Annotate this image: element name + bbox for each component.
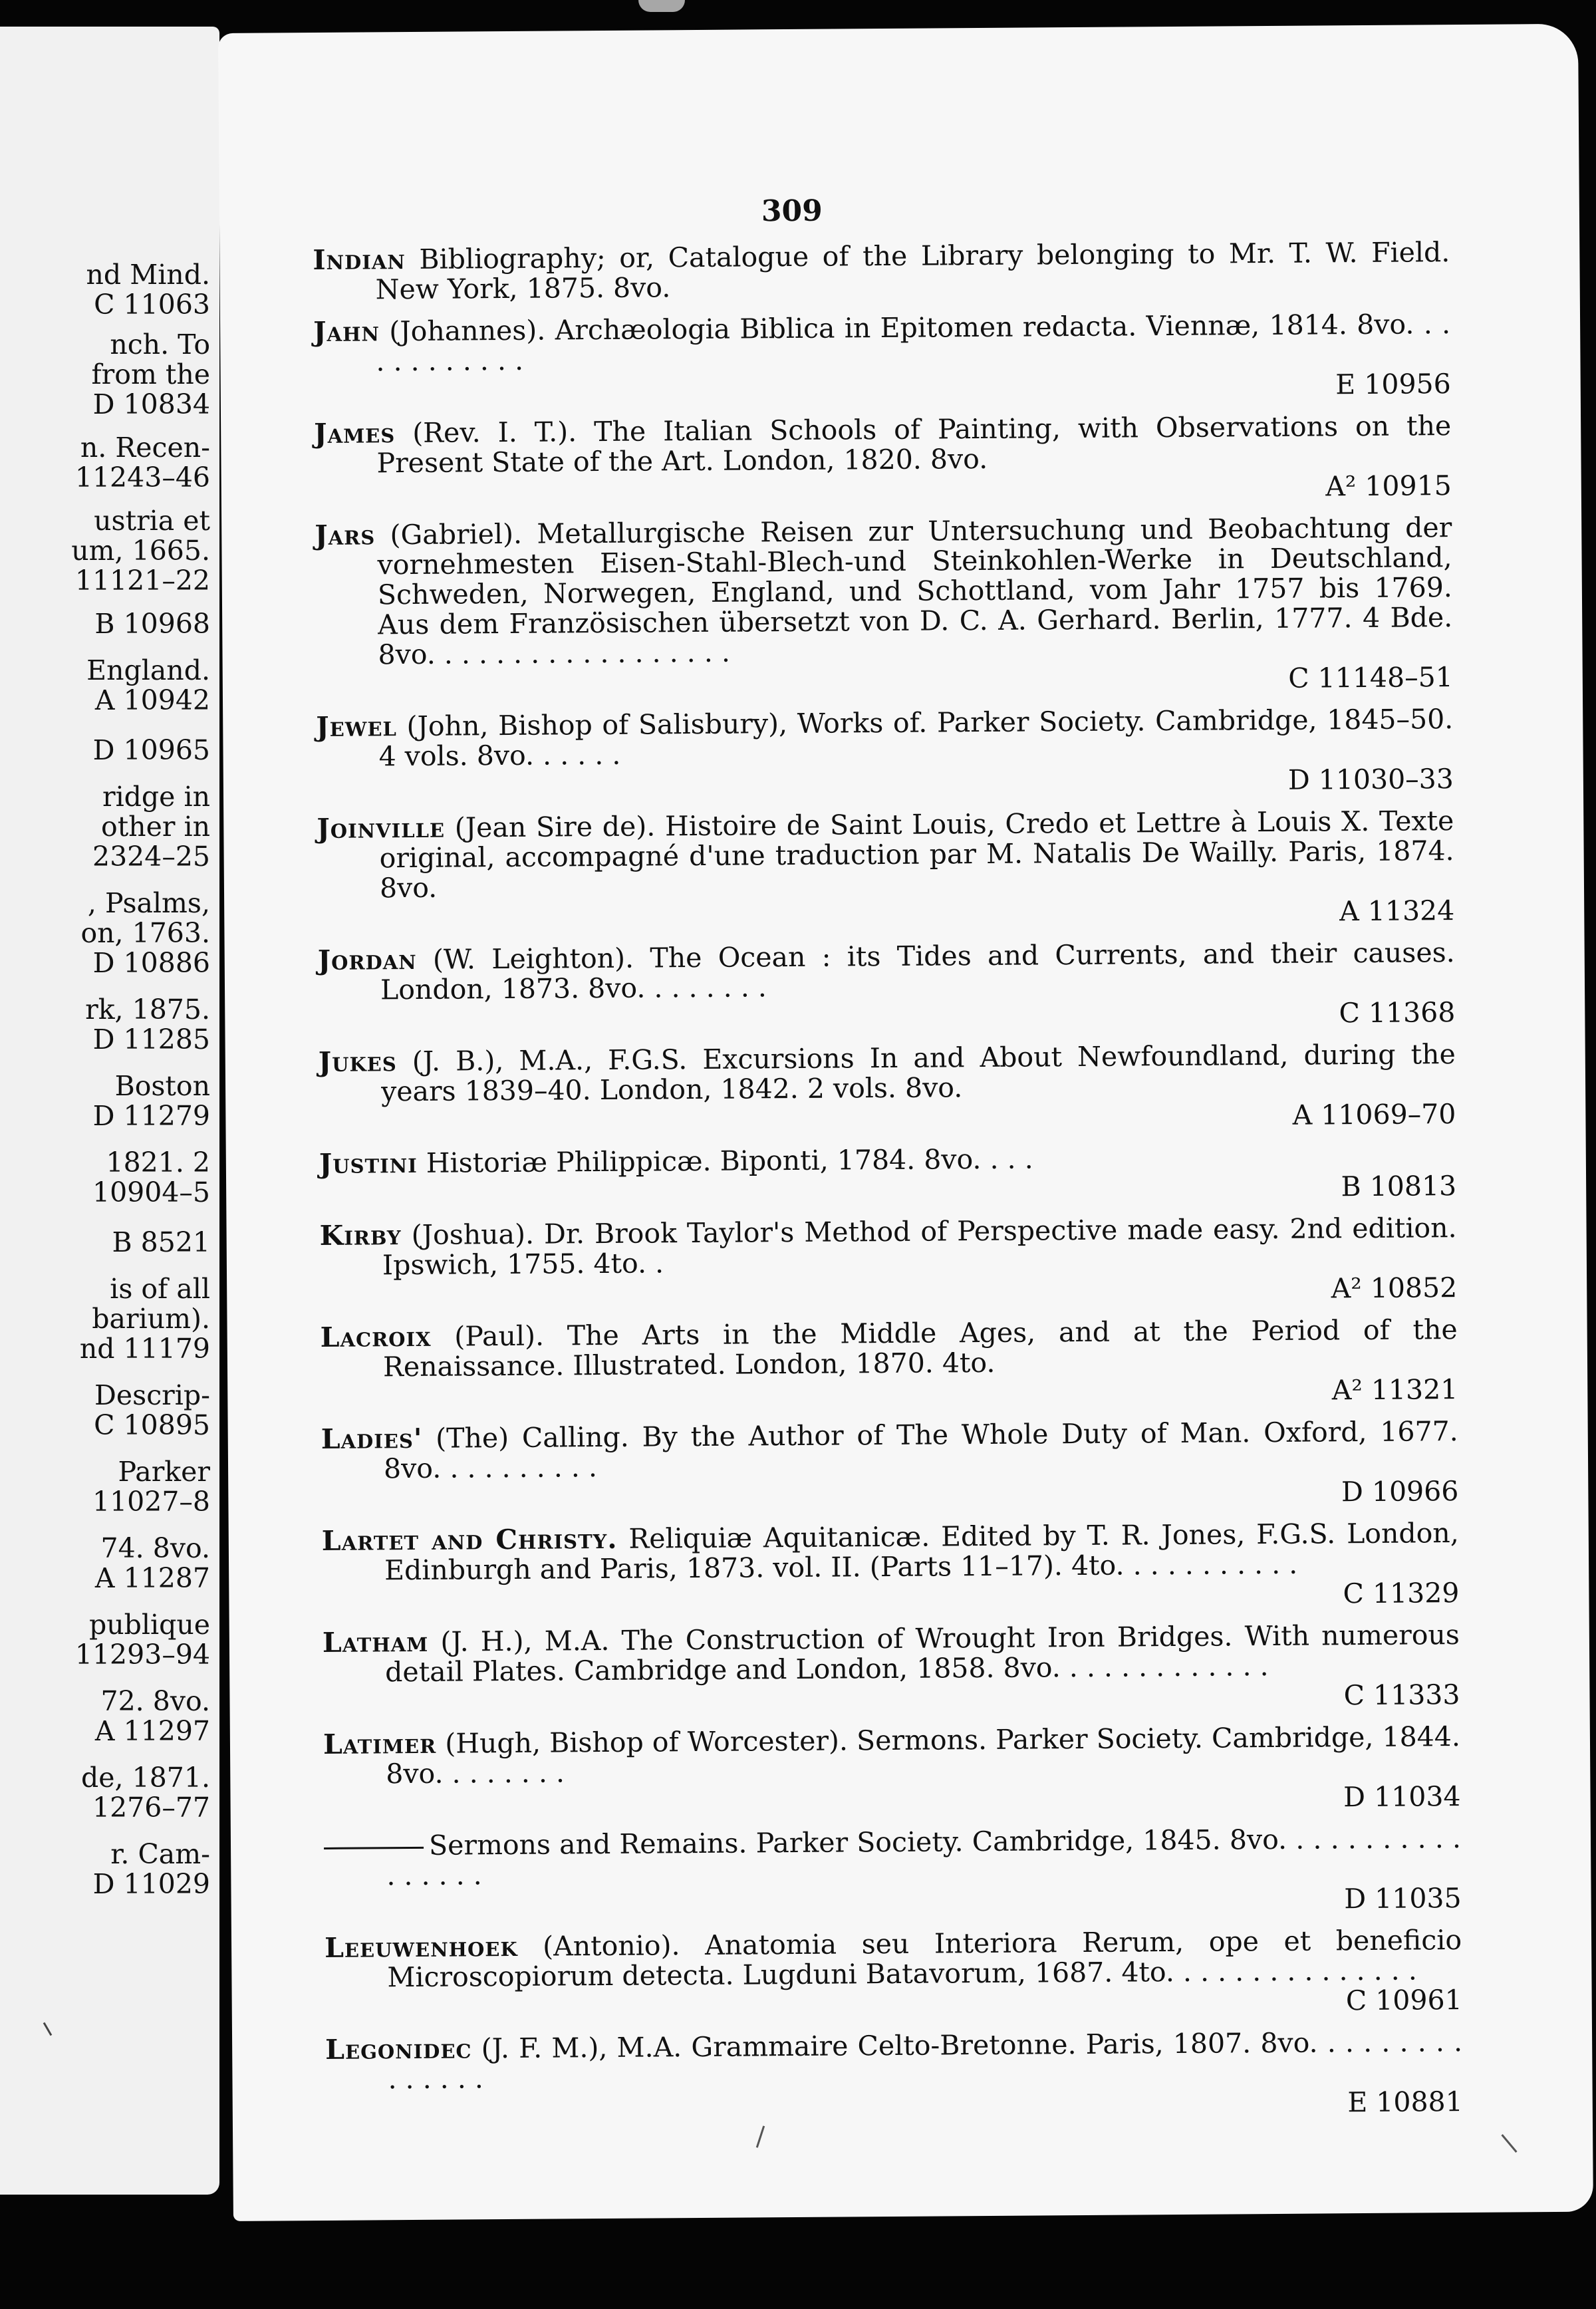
left-page-line: rk, 1875. (85, 994, 210, 1025)
catalogue-entry (322, 1518, 1460, 1616)
entry-text: (Jean Sire de). Histoire de Saint Louis, Credo et Lettre à Louis X. Texte original, accompagné d'une traduction par M. Natalis De Wailly. Paris, 1874. 8vo. (379, 805, 1454, 904)
left-page-line: Descrip- (94, 1379, 210, 1411)
entry-text: Bibliography; or, Catalogue of the Library belonging to Mr. T. W. Field. New York, 1875. 8vo. (375, 236, 1450, 306)
left-page-line: D 10886 (92, 947, 210, 979)
left-page-line: r. Cam- (110, 1838, 210, 1870)
entry-text: (Antonio). Anatomia seu Interiora Rerum, ope et beneficio Microscopiorum detecta. Lugduni Batavorum, 1687. 4to. . . . . . . . . . . . . . . (387, 1924, 1462, 1994)
left-page-line: A 10942 (94, 684, 210, 716)
entry-text: (Johannes). Archæologia Biblica in Epitomen redacta. Viennæ, 1814. 8vo. . . . . . . . . . . . (376, 308, 1451, 378)
left-page-line: other in (101, 811, 210, 843)
entry-heading: Indian (313, 243, 406, 277)
catalogue-entry (323, 1722, 1461, 1820)
left-page-line: 11293–94 (74, 1639, 210, 1671)
left-page-line: 11121–22 (74, 565, 210, 597)
left-page-line: publique (88, 1609, 210, 1641)
catalogue-entry (323, 1620, 1460, 1718)
entry-text: (Paul). The Arts in the Middle Ages, and at the Period of the Renaissance. Illustrated. London, 1870. 4to. (382, 1313, 1458, 1383)
shelf-mark: C 11368 (1339, 996, 1456, 1029)
catalogue-entry (313, 237, 1450, 305)
entry-heading: James (314, 417, 396, 450)
shelf-mark: D 11034 (1343, 1780, 1461, 1814)
catalogue-entry (318, 938, 1456, 1035)
entry-heading: Joinville (317, 811, 446, 845)
left-page (0, 27, 219, 2195)
left-page-line: , Psalms, (87, 887, 210, 919)
ditto-dash (324, 1847, 424, 1849)
catalogue-entry (313, 309, 1451, 407)
left-page-line: C 10895 (94, 1409, 210, 1441)
left-page-line: 11027–8 (92, 1486, 210, 1518)
left-page-line: D 10965 (92, 734, 210, 766)
entry-heading: Jahn (313, 315, 380, 348)
left-page-line: Boston (114, 1070, 210, 1102)
catalogue-entry (321, 1315, 1458, 1413)
entry-text: (Joshua). Dr. Brook Taylor's Method of Perspective made easy. 2nd edition. Ipswich, 1755. 4to. . (382, 1212, 1457, 1282)
shelf-mark: C 11333 (1343, 1679, 1460, 1712)
left-page-line: 1821. 2 (106, 1147, 210, 1178)
shelf-mark: A² 10915 (1325, 470, 1452, 503)
left-page-line: 2324–25 (92, 841, 210, 873)
shelf-mark: E 10881 (1347, 2086, 1463, 2119)
left-page-line: A 11297 (94, 1715, 210, 1747)
shelf-mark: D 11035 (1344, 1882, 1462, 1915)
left-page-line: ridge in (102, 781, 210, 813)
catalogue-entry (319, 1141, 1457, 1209)
page-number: 309 (761, 194, 823, 229)
entry-heading: Kirby (319, 1219, 402, 1252)
left-page-line: B 8521 (112, 1226, 210, 1258)
entry-text: Sermons and Remains. Parker Society. Cambridge, 1845. 8vo. . . . . . . . . . . . . . . . . (386, 1822, 1462, 1892)
entry-text: (Rev. I. T.). The Italian Schools of Painting, with Observations on the Present State of the Art. London, 1820. 8vo. (376, 410, 1452, 479)
catalogue-entry (324, 1824, 1462, 1921)
margin-mark (43, 2022, 53, 2036)
left-page-line: 74. 8vo. (100, 1532, 210, 1564)
shelf-mark: C 11329 (1343, 1577, 1460, 1610)
left-page-line: nd Mind. (86, 259, 210, 291)
left-page-line: ustria et (94, 505, 210, 537)
left-page-line: de, 1871. (81, 1762, 210, 1794)
left-page-line: D 11285 (92, 1023, 210, 1055)
left-page-line: D 11279 (92, 1100, 210, 1132)
left-page-line: nch. To (110, 329, 210, 360)
entry-heading: Ladies' (321, 1422, 423, 1455)
entry-heading: Jordan (317, 943, 417, 976)
entry-heading: Jukes (318, 1045, 397, 1078)
catalogue-entry (321, 1417, 1459, 1514)
catalogue-entry (325, 2027, 1463, 2125)
entry-text: (J. H.), M.A. The Construction of Wrought Iron Bridges. With numerous detail Plates. Cambridge and London, 1858. 8vo. . . . . . . . . . . . . (385, 1619, 1460, 1689)
left-page-line: C 11063 (94, 289, 210, 321)
entry-heading: Latimer (323, 1727, 437, 1760)
entry-text: (Gabriel). Metallurgische Reisen zur Untersuchung und Beobachtung der vornehmesten Eisen-Stahl-Blech-und Steinkohlen-Werke in Deutschland, Schweden, Norwegen, England, und Schottland, vom Jahr 1757 bis 1769. Aus dem Französischen übersetzt von D. C. A. Gerhard. Berlin, 1777. 4 Bde. 8vo. . . . . . . . . . . . . . . . . . (375, 511, 1453, 671)
shelf-mark: A 11069–70 (1292, 1098, 1456, 1131)
right-page (218, 24, 1593, 2221)
left-page-line: barium). (92, 1303, 210, 1335)
shelf-mark: A 11324 (1339, 894, 1455, 928)
shelf-mark: A² 11321 (1331, 1373, 1458, 1407)
entry-heading: Latham (322, 1625, 429, 1659)
left-page-line: um, 1665. (71, 535, 210, 567)
entry-heading: Justini (319, 1147, 418, 1180)
left-page-line: from the (91, 358, 210, 390)
entry-heading: Leeuwenhoek (324, 1930, 518, 1964)
left-page-line: A 11287 (94, 1562, 210, 1594)
catalogue-entry (325, 1925, 1462, 2023)
entry-text: Historiæ Philippicæ. Biponti, 1784. 8vo. . . . (417, 1143, 1033, 1179)
entry-text: (J. B.), M.A., F.G.S. Excursions In and About Newfoundland, during the years 1839–40. London, 1842. 2 vols. 8vo. (380, 1038, 1456, 1108)
shelf-mark: B 10813 (1341, 1170, 1457, 1203)
left-page-line: 72. 8vo. (100, 1685, 210, 1717)
catalogue-entry (317, 806, 1454, 934)
entry-text: (John, Bishop of Salisbury), Works of. Parker Society. Cambridge, 1845–50. 4 vols. 8vo. . . . . . (378, 703, 1454, 773)
left-page-line: D 10834 (92, 388, 210, 420)
catalogue-entries (313, 237, 1463, 2137)
shelf-mark: D 10966 (1341, 1475, 1459, 1508)
left-page-line: n. Recen- (80, 432, 210, 464)
shelf-mark: C 11148–51 (1288, 661, 1453, 694)
entry-heading: Jewel (316, 710, 398, 743)
left-page-line: nd 11179 (79, 1333, 210, 1365)
entry-heading: Lartet and Christy. (321, 1522, 618, 1557)
entry-text: (The) Calling. By the Author of The Whole Duty of Man. Oxford, 1677. 8vo. . . . . . . . . . (383, 1415, 1458, 1485)
left-page-line: B 10968 (94, 608, 210, 640)
catalogue-entry (316, 704, 1454, 802)
shelf-mark: C 10961 (1345, 1984, 1462, 2017)
entry-text: (J. F. M.), M.A. Grammaire Celto-Bretonne. Paris, 1807. 8vo. . . . . . . . . . . . . . . (388, 2026, 1463, 2096)
catalogue-entry (319, 1039, 1456, 1137)
entry-heading: Legonidec (325, 2032, 472, 2066)
shelf-mark: E 10956 (1335, 368, 1451, 401)
left-page-line: on, 1763. (80, 917, 210, 949)
shelf-mark: D 11030–33 (1287, 763, 1454, 796)
left-page-line: 1276–77 (92, 1792, 210, 1824)
catalogue-entry (314, 411, 1452, 509)
left-page-line: England. (86, 654, 210, 686)
entry-text: (W. Leighton). The Ocean : its Tides and Currents, and their causes. London, 1873. 8vo. . . . . . . . (380, 936, 1455, 1006)
shelf-mark: A² 10852 (1331, 1272, 1458, 1305)
left-page-line: D 11029 (92, 1868, 210, 1900)
left-page-line: 11243–46 (74, 462, 210, 493)
left-page-line: Parker (118, 1456, 210, 1488)
scan-smudge (638, 0, 685, 12)
entry-text: Reliquiæ Aquitanicæ. Edited by T. R. Jones, F.G.S. London, Edinburgh and Paris, 1873. vol. II. (Parts 11–17). 4to. . . . . . . . . . . (384, 1517, 1459, 1587)
catalogue-entry (315, 513, 1453, 700)
entry-text: (Hugh, Bishop of Worcester). Sermons. Parker Society. Cambridge, 1844. 8vo. . . . . . . . (386, 1720, 1461, 1790)
entry-heading: Jars (315, 519, 376, 552)
left-page-line: is of all (110, 1273, 210, 1305)
catalogue-entry (319, 1213, 1457, 1311)
left-page-line: 10904–5 (92, 1176, 210, 1208)
entry-heading: Lacroix (320, 1320, 432, 1353)
